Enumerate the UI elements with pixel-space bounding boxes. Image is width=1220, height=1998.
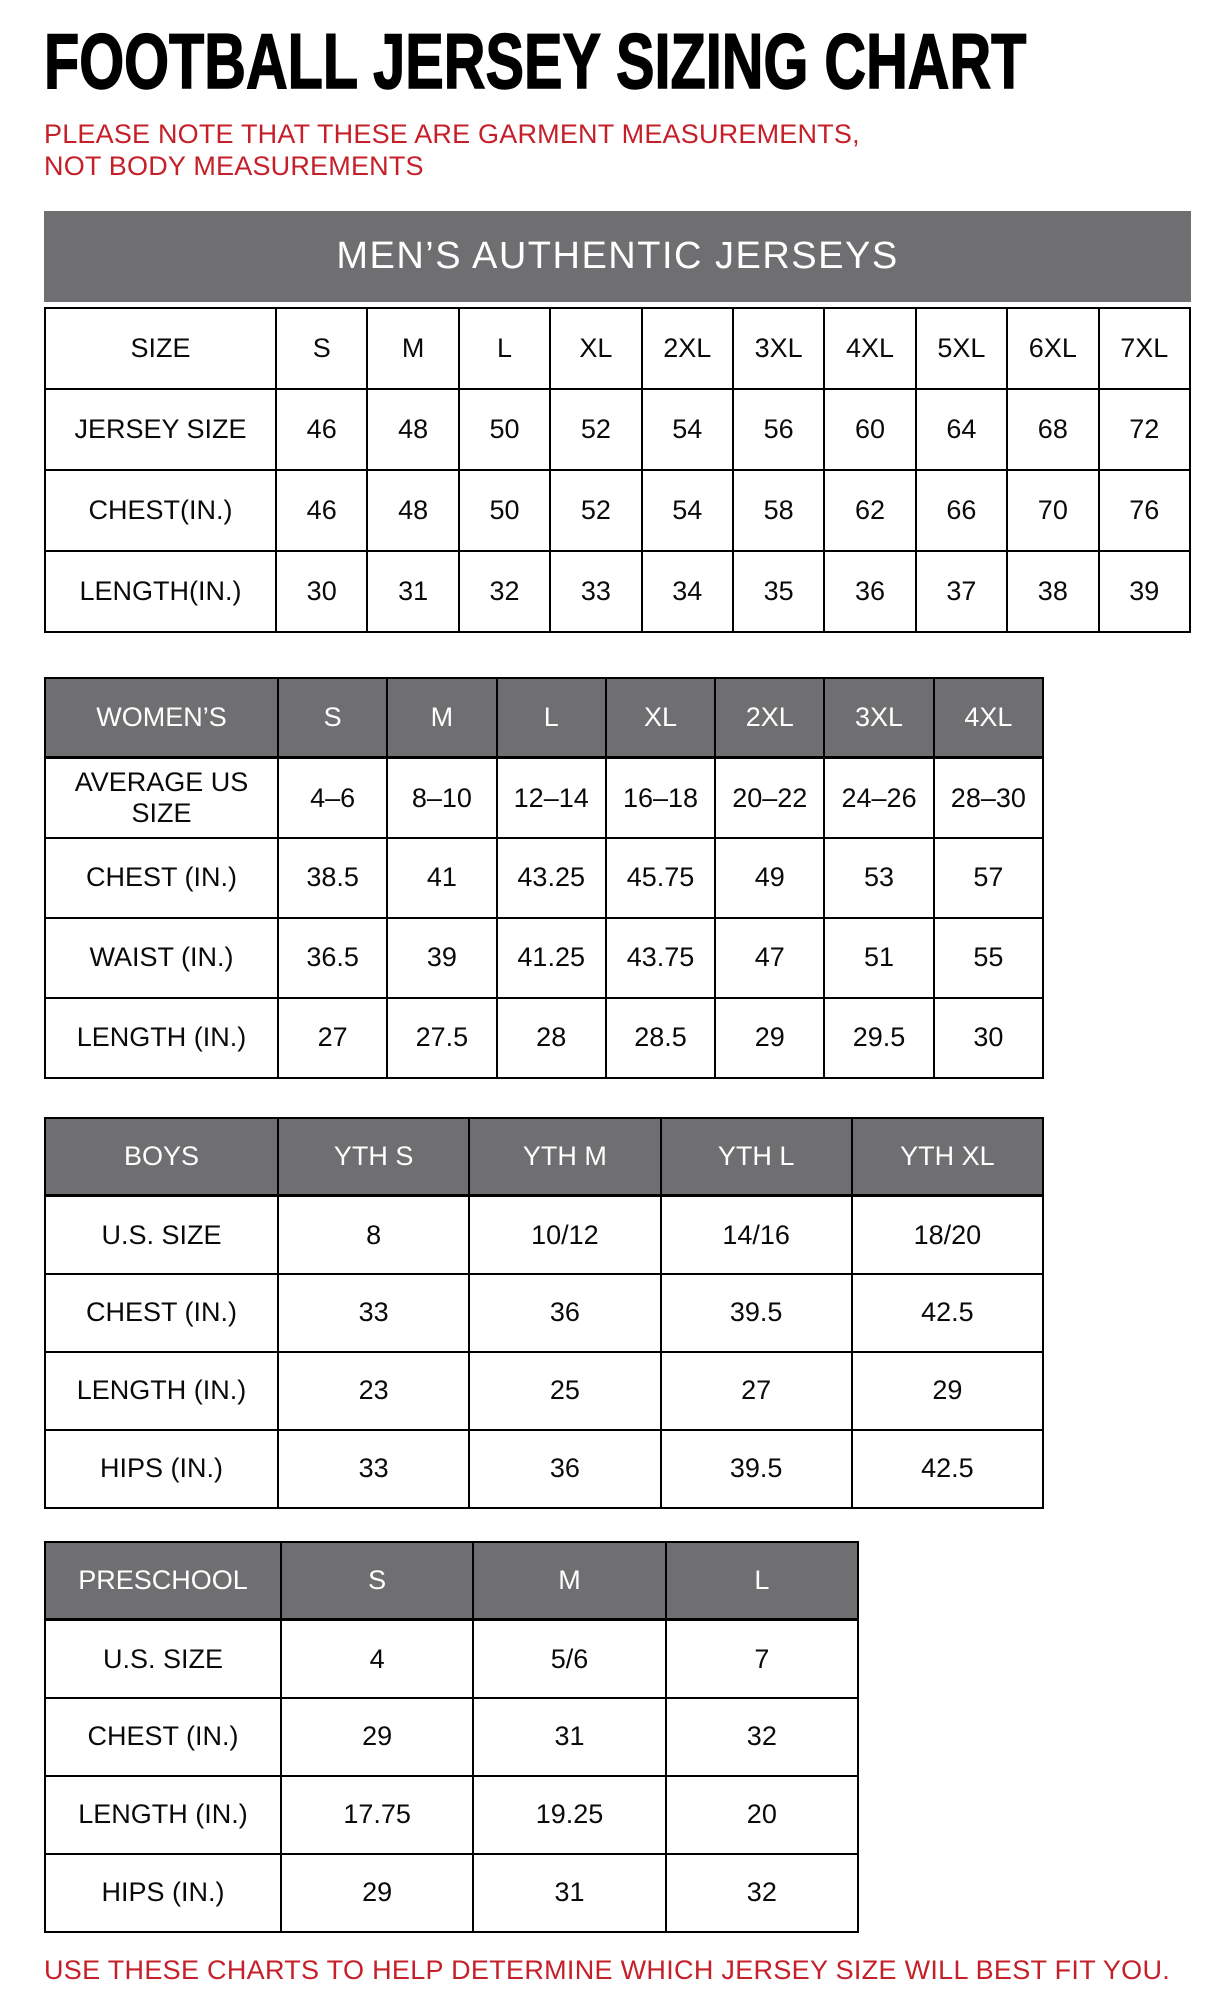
- value-cell: 38: [1007, 551, 1098, 632]
- column-header: L: [666, 1542, 858, 1620]
- value-cell: 42.5: [852, 1274, 1043, 1352]
- column-header: YTH XL: [852, 1118, 1043, 1196]
- value-cell: 43.75: [606, 918, 715, 998]
- value-cell: 27.5: [387, 998, 496, 1078]
- value-cell: 27: [661, 1352, 852, 1430]
- value-cell: 54: [642, 470, 733, 551]
- value-cell: 19.25: [473, 1776, 665, 1854]
- preschool-header-row: [45, 1542, 858, 1620]
- womens-table: [44, 677, 1044, 1079]
- value-cell: 28.5: [606, 998, 715, 1078]
- boys-hips-row: [45, 1430, 1043, 1508]
- mens-banner: MEN’S AUTHENTIC JERSEYS: [44, 211, 1191, 302]
- row-label: SIZE: [45, 308, 276, 389]
- row-label: JERSEY SIZE: [45, 389, 276, 470]
- value-cell: 39: [1099, 551, 1190, 632]
- size-cell: 5XL: [916, 308, 1007, 389]
- row-label: WAIST (IN.): [45, 918, 278, 998]
- value-cell: 20–22: [715, 758, 824, 838]
- value-cell: 37: [916, 551, 1007, 632]
- value-cell: 50: [459, 470, 550, 551]
- column-header: YTH L: [661, 1118, 852, 1196]
- column-header: 4XL: [934, 678, 1043, 758]
- value-cell: 48: [367, 389, 458, 470]
- value-cell: 27: [278, 998, 387, 1078]
- value-cell: 64: [916, 389, 1007, 470]
- row-label: CHEST (IN.): [45, 838, 278, 918]
- value-cell: 48: [367, 470, 458, 551]
- row-label: CHEST(IN.): [45, 470, 276, 551]
- column-header: YTH M: [469, 1118, 660, 1196]
- row-label: LENGTH (IN.): [45, 1352, 278, 1430]
- boys-table: [44, 1117, 1044, 1509]
- value-cell: 47: [715, 918, 824, 998]
- mens-length-row: [45, 551, 1190, 632]
- column-header: M: [387, 678, 496, 758]
- row-label: HIPS (IN.): [45, 1430, 278, 1508]
- row-label: HIPS (IN.): [45, 1854, 281, 1932]
- value-cell: 58: [733, 470, 824, 551]
- column-header: M: [473, 1542, 665, 1620]
- value-cell: 4–6: [278, 758, 387, 838]
- value-cell: 39.5: [661, 1274, 852, 1352]
- mens-jersey-size-row: [45, 389, 1190, 470]
- boys-section: [44, 1117, 1192, 1509]
- value-cell: 31: [367, 551, 458, 632]
- value-cell: 30: [276, 551, 367, 632]
- value-cell: 30: [934, 998, 1043, 1078]
- value-cell: 39.5: [661, 1430, 852, 1508]
- boys-chest-row: [45, 1274, 1043, 1352]
- value-cell: 70: [1007, 470, 1098, 551]
- value-cell: 50: [459, 389, 550, 470]
- value-cell: 33: [550, 551, 641, 632]
- value-cell: 53: [824, 838, 933, 918]
- value-cell: 54: [642, 389, 733, 470]
- column-header: S: [281, 1542, 473, 1620]
- value-cell: 46: [276, 470, 367, 551]
- row-label: CHEST (IN.): [45, 1698, 281, 1776]
- preschool-chest-row: [45, 1698, 858, 1776]
- garment-measurements-note: PLEASE NOTE THAT THESE ARE GARMENT MEASUREMENTS, NOT BODY MEASUREMENTS: [44, 119, 860, 182]
- value-cell: 25: [469, 1352, 660, 1430]
- row-label: U.S. SIZE: [45, 1196, 278, 1274]
- size-cell: 2XL: [642, 308, 733, 389]
- column-header: XL: [606, 678, 715, 758]
- value-cell: 45.75: [606, 838, 715, 918]
- value-cell: 18/20: [852, 1196, 1043, 1274]
- value-cell: 4: [281, 1620, 473, 1698]
- value-cell: 29: [715, 998, 824, 1078]
- table-title: WOMEN’S: [45, 678, 278, 758]
- value-cell: 8: [278, 1196, 469, 1274]
- column-header: 2XL: [715, 678, 824, 758]
- value-cell: 29.5: [824, 998, 933, 1078]
- value-cell: 52: [550, 389, 641, 470]
- value-cell: 55: [934, 918, 1043, 998]
- value-cell: 72: [1099, 389, 1190, 470]
- size-cell: 7XL: [1099, 308, 1190, 389]
- value-cell: 32: [666, 1698, 858, 1776]
- preschool-hips-row: [45, 1854, 858, 1932]
- value-cell: 33: [278, 1430, 469, 1508]
- value-cell: 20: [666, 1776, 858, 1854]
- value-cell: 42.5: [852, 1430, 1043, 1508]
- value-cell: 51: [824, 918, 933, 998]
- preschool-length-row: [45, 1776, 858, 1854]
- value-cell: 46: [276, 389, 367, 470]
- value-cell: 36: [469, 1274, 660, 1352]
- value-cell: 29: [281, 1698, 473, 1776]
- value-cell: 24–26: [824, 758, 933, 838]
- preschool-us-size-row: [45, 1620, 858, 1698]
- boys-header-row: [45, 1118, 1043, 1196]
- value-cell: 49: [715, 838, 824, 918]
- value-cell: 29: [281, 1854, 473, 1932]
- size-cell: L: [459, 308, 550, 389]
- column-header: L: [497, 678, 606, 758]
- value-cell: 39: [387, 918, 496, 998]
- value-cell: 31: [473, 1854, 665, 1932]
- row-label: CHEST (IN.): [45, 1274, 278, 1352]
- value-cell: 29: [852, 1352, 1043, 1430]
- table-title: PRESCHOOL: [45, 1542, 281, 1620]
- row-label: AVERAGE US SIZE: [45, 758, 278, 838]
- womens-waist-row: [45, 918, 1043, 998]
- size-cell: 3XL: [733, 308, 824, 389]
- value-cell: 12–14: [497, 758, 606, 838]
- row-label: LENGTH(IN.): [45, 551, 276, 632]
- size-cell: XL: [550, 308, 641, 389]
- value-cell: 5/6: [473, 1620, 665, 1698]
- boys-us-size-row: [45, 1196, 1043, 1274]
- value-cell: 28: [497, 998, 606, 1078]
- value-cell: 62: [824, 470, 915, 551]
- value-cell: 36: [469, 1430, 660, 1508]
- mens-chest-row: [45, 470, 1190, 551]
- value-cell: 33: [278, 1274, 469, 1352]
- row-label: U.S. SIZE: [45, 1620, 281, 1698]
- value-cell: 76: [1099, 470, 1190, 551]
- boys-length-row: [45, 1352, 1043, 1430]
- value-cell: 8–10: [387, 758, 496, 838]
- value-cell: 36.5: [278, 918, 387, 998]
- mens-size-row: [45, 308, 1190, 389]
- value-cell: 31: [473, 1698, 665, 1776]
- womens-length-row: [45, 998, 1043, 1078]
- value-cell: 36: [824, 551, 915, 632]
- value-cell: 68: [1007, 389, 1098, 470]
- row-label: LENGTH (IN.): [45, 1776, 281, 1854]
- value-cell: 57: [934, 838, 1043, 918]
- value-cell: 38.5: [278, 838, 387, 918]
- column-header: YTH S: [278, 1118, 469, 1196]
- size-cell: M: [367, 308, 458, 389]
- value-cell: 41.25: [497, 918, 606, 998]
- mens-section: [44, 211, 1192, 633]
- value-cell: 34: [642, 551, 733, 632]
- value-cell: 28–30: [934, 758, 1043, 838]
- row-label: LENGTH (IN.): [45, 998, 278, 1078]
- value-cell: 66: [916, 470, 1007, 551]
- preschool-table: [44, 1541, 859, 1933]
- mens-table: [44, 307, 1191, 633]
- value-cell: 52: [550, 470, 641, 551]
- value-cell: 56: [733, 389, 824, 470]
- size-cell: S: [276, 308, 367, 389]
- footer-note: USE THESE CHARTS TO HELP DETERMINE WHICH JERSEY SIZE WILL BEST FIT YOU.: [44, 1954, 1171, 1985]
- value-cell: 32: [459, 551, 550, 632]
- table-title: BOYS: [45, 1118, 278, 1196]
- value-cell: 32: [666, 1854, 858, 1932]
- column-header: S: [278, 678, 387, 758]
- womens-us-size-row: [45, 758, 1043, 838]
- size-cell: 4XL: [824, 308, 915, 389]
- value-cell: 14/16: [661, 1196, 852, 1274]
- womens-chest-row: [45, 838, 1043, 918]
- value-cell: 17.75: [281, 1776, 473, 1854]
- value-cell: 35: [733, 551, 824, 632]
- womens-header-row: [45, 678, 1043, 758]
- womens-section: [44, 677, 1192, 1079]
- size-cell: 6XL: [1007, 308, 1098, 389]
- page-title: FOOTBALL JERSEY SIZING CHART: [44, 17, 1027, 105]
- value-cell: 16–18: [606, 758, 715, 838]
- value-cell: 23: [278, 1352, 469, 1430]
- value-cell: 41: [387, 838, 496, 918]
- value-cell: 7: [666, 1620, 858, 1698]
- preschool-section: [44, 1541, 1192, 1933]
- value-cell: 43.25: [497, 838, 606, 918]
- value-cell: 10/12: [469, 1196, 660, 1274]
- column-header: 3XL: [824, 678, 933, 758]
- value-cell: 60: [824, 389, 915, 470]
